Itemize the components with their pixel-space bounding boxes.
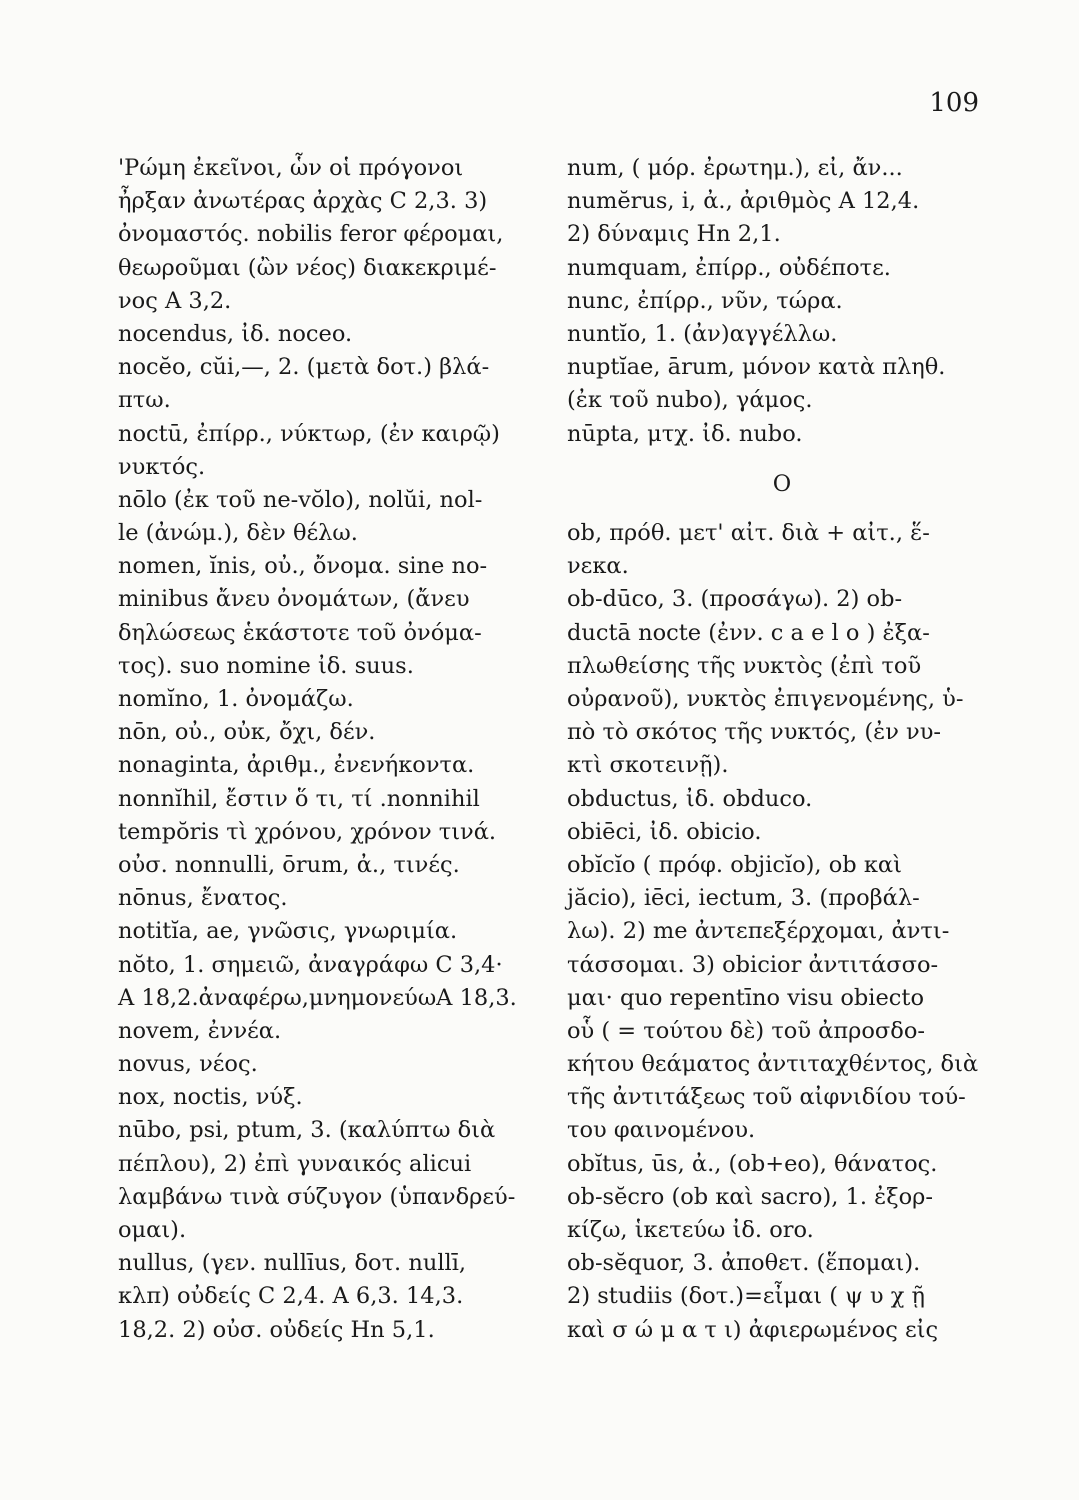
right-column [567, 152, 997, 1347]
dictionary-line: 2) δύναμις Hn 2,1. [567, 221, 781, 248]
dictionary-line: λαμβάνω τινὰ σύζυγον (ὑπανδρεύ- [118, 1183, 516, 1210]
dictionary-line: nox, noctis, νύξ. [118, 1084, 303, 1111]
dictionary-line: ductā nocte (ἐνν. c a e l o ) ἐξα- [567, 619, 930, 646]
dictionary-line: nūpta, μτχ. ἰδ. nubo. [567, 420, 803, 447]
dictionary-line: nonaginta, ἀριθμ., ἐνενήκοντα. [118, 752, 475, 779]
right-column-entries-o [567, 517, 997, 1347]
dictionary-line: πτω. [118, 387, 171, 414]
dictionary-line: numquam, ἐπίρρ., οὐδέποτε. [567, 254, 891, 281]
dictionary-line: νεκα. [567, 553, 629, 580]
dictionary-line: nullus, (γεν. nullīus, δοτ. nullī, [118, 1250, 467, 1277]
dictionary-line: τος). suo nomine ἰδ. suus. [118, 652, 414, 679]
dictionary-line: 2) studiis (δοτ.)=εἶμαι ( ψ υ χ ῇ [567, 1283, 926, 1310]
dictionary-line: obiēci, ἰδ. obicio. [567, 818, 762, 845]
dictionary-line: νυκτός. [118, 453, 206, 480]
dictionary-line: θεωροῦμαι (ὢν νέος) διακεκριμέ- [118, 254, 497, 281]
dictionary-line: tempŏris τὶ χρόνου, χρόνον τινά. [118, 818, 497, 845]
dictionary-line: ob-sĕquor, 3. ἀποθετ. (ἕπομαι). [567, 1250, 921, 1277]
dictionary-line: οὗ ( = τούτου δὲ) τοῦ ἀπροσδο- [567, 1017, 925, 1044]
dictionary-line: οὐσ. nonnulli, ōrum, ἀ., τινές. [118, 851, 460, 878]
dictionary-line: του φαινομένου. [567, 1117, 756, 1144]
dictionary-line: ομαι). [118, 1217, 187, 1243]
dictionary-line: τάσσομαι. 3) obicior ἀντιτάσσο- [567, 951, 939, 978]
dictionary-line: obĭtus, ūs, ἀ., (ob+eo), θάνατος. [567, 1150, 938, 1177]
dictionary-line: δηλώσεως ἑκάστοτε τοῦ ὀνόμα- [118, 619, 482, 646]
left-column [118, 152, 548, 1347]
dictionary-line: nōlo (ἐκ τοῦ ne-vŏlo), nolŭi, nol- [118, 486, 483, 513]
dictionary-line: (ἐκ τοῦ nubo), γάμος. [567, 387, 813, 414]
dictionary-line: πὸ τὸ σκότος τῆς νυκτός, (ἐν νυ- [567, 719, 941, 746]
dictionary-line: κίζω, ἱκετεύω ἰδ. oro. [567, 1217, 814, 1244]
dictionary-line: le (ἀνώμ.), δὲν θέλω. [118, 520, 358, 547]
dictionary-line: ὀνομαστός. nobilis feror φέρομαι, [118, 221, 504, 248]
dictionary-line: nuntĭo, 1. (ἀν)αγγέλλω. [567, 320, 838, 347]
dictionary-line: νος A 3,2. [118, 287, 232, 314]
dictionary-line: noctū, ἐπίρρ., νύκτωρ, (ἐν καιρῷ) [118, 420, 500, 447]
dictionary-line: num, ( μόρ. ἐρωτημ.), εἰ, ἄν... [567, 155, 903, 181]
dictionary-line: nocendus, ἰδ. noceo. [118, 320, 353, 347]
dictionary-line: 18,2. 2) οὐσ. οὐδείς Hn 5,1. [118, 1316, 435, 1343]
dictionary-line: notitĭa, ae, γνῶσις, γνωριμία. [118, 918, 458, 945]
right-column-entries-n [567, 152, 997, 451]
dictionary-line: ἦρξαν ἀνωτέρας ἀρχὰς C 2,3. 3) [118, 188, 488, 215]
dictionary-line: nunc, ἐπίρρ., νῦν, τώρα. [567, 287, 843, 314]
dictionary-line: nōn, οὐ., οὐκ, ὄχι, δέν. [118, 719, 376, 746]
dictionary-line: nomen, ĭnis, οὐ., ὄνομα. sine no- [118, 553, 488, 580]
section-letter-heading: O [772, 470, 792, 497]
dictionary-line: A 18,2.ἀναφέρω,μνημονεύωA 18,3. [118, 984, 517, 1011]
dictionary-line: obductus, ἰδ. obduco. [567, 785, 813, 812]
page-number: 109 [929, 88, 979, 118]
dictionary-line: novem, ἐννέα. [118, 1017, 282, 1044]
dictionary-line: nomĭno, 1. ὀνομάζω. [118, 686, 354, 712]
dictionary-line: κήτου θεάματος ἀντιταχθέντος, διὰ [567, 1051, 979, 1078]
dictionary-line: obĭcĭo ( πρόφ. objicĭo), ob καὶ [567, 851, 902, 878]
dictionary-line: nōnus, ἔνατος. [118, 885, 288, 912]
dictionary-line: ob-dūco, 3. (προσάγω). 2) ob- [567, 586, 903, 613]
dictionary-line: πέπλου), 2) ἐπὶ γυναικός alicui [118, 1150, 472, 1177]
dictionary-line: jăcio), iēci, iectum, 3. (προβάλ- [567, 885, 920, 912]
dictionary-line: καὶ σ ώ μ α τ ι) ἀφιερωμένος εἰς [567, 1316, 939, 1343]
dictionary-line: ob-sĕcro (ob καὶ sacro), 1. ἐξορ- [567, 1183, 933, 1210]
dictionary-line: minibus ἄνευ ὀνομάτων, (ἄνευ [118, 586, 470, 613]
dictionary-line: λω). 2) me ἀντεπεξέρχομαι, ἀντι- [567, 918, 950, 945]
dictionary-line: nŏto, 1. σημειῶ, ἀναγράφω C 3,4· [118, 951, 503, 978]
dictionary-line: 'Ρώμη ἐκεῖνοι, ὧν οἱ πρόγονοι [118, 155, 464, 181]
dictionary-line: τῆς ἀντιτάξεως τοῦ αἰφνιδίου τού- [567, 1084, 966, 1111]
dictionary-line: ob, πρόθ. μετ' αἰτ. διὰ + αἰτ., ἕ- [567, 520, 930, 547]
dictionary-line: κλπ) οὐδείς C 2,4. A 6,3. 14,3. [118, 1283, 464, 1310]
dictionary-line: numĕrus, i, ἀ., ἀριθμὸς A 12,4. [567, 188, 920, 215]
dictionary-line: οὐρανοῦ), νυκτὸς ἐπιγενομένης, ὑ- [567, 686, 964, 713]
dictionary-line: nūbo, psi, ptum, 3. (καλύπτω διὰ [118, 1117, 496, 1144]
dictionary-line: πλωθείσης τῆς νυκτὸς (ἐπὶ τοῦ [567, 652, 922, 679]
dictionary-line: nocĕo, cŭi,—, 2. (μετὰ δοτ.) βλά- [118, 354, 490, 381]
dictionary-line: nuptĭae, ārum, μόνον κατὰ πληθ. [567, 354, 946, 381]
dictionary-line: κτὶ σκοτεινῇ). [567, 752, 729, 779]
dictionary-line: nonnĭhil, ἔστιν ὅ τι, τί .nonnihil [118, 785, 480, 812]
dictionary-line: μαι· quo repentīno visu obiecto [567, 984, 924, 1011]
dictionary-line: novus, νέος. [118, 1051, 258, 1078]
